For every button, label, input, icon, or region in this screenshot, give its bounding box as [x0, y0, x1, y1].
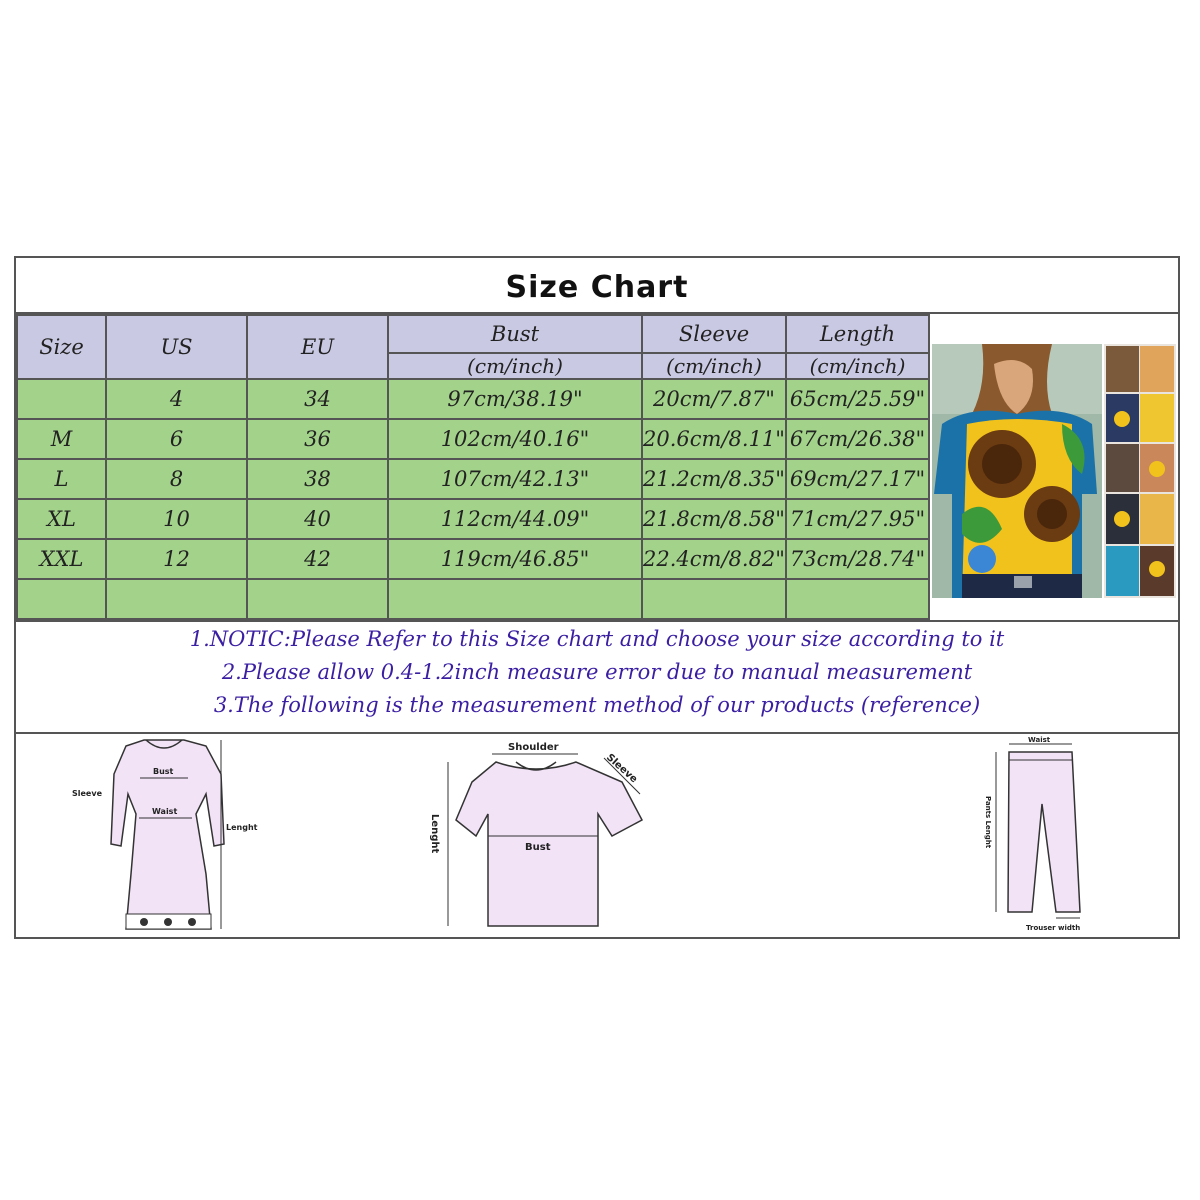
cell-size [17, 379, 106, 419]
header-bust-unit: (cm/inch) [388, 353, 642, 379]
cell-size: XXL [17, 539, 106, 579]
tshirt-shoulder-label: Shoulder [508, 742, 559, 753]
cell-length: 67cm/26.38" [786, 419, 929, 459]
cell-length: 69cm/27.17" [786, 459, 929, 499]
cell-bust: 102cm/40.16" [388, 419, 642, 459]
cell-sleeve: 21.8cm/8.58" [642, 499, 786, 539]
notes-section [16, 620, 1178, 734]
tshirt-sleeve-label: Sleeve [603, 752, 640, 786]
dress-length-label: Lenght [226, 823, 258, 832]
note-2: 2.Please allow 0.4-1.2inch measure error due to manual measurement [221, 660, 973, 684]
cell-eu: 38 [247, 459, 388, 499]
cell-length: 65cm/25.59" [786, 379, 929, 419]
dress-sleeve-label: Sleeve [72, 789, 102, 798]
note-1: 1.NOTIC:Please Refer to this Size chart and choose your size according to it [189, 627, 1005, 651]
cell-bust [388, 579, 642, 619]
cell-size [17, 579, 106, 619]
size-table [16, 314, 930, 620]
cell-length: 73cm/28.74" [786, 539, 929, 579]
cell-bust: 97cm/38.19" [388, 379, 642, 419]
cell-size: XL [17, 499, 106, 539]
header-sleeve-unit: (cm/inch) [642, 353, 786, 379]
cell-sleeve: 20.6cm/8.11" [642, 419, 786, 459]
cell-us: 12 [106, 539, 247, 579]
measurement-diagrams [16, 734, 1178, 937]
cell-length: 71cm/27.95" [786, 499, 929, 539]
main-photo [932, 344, 1102, 598]
table-row [17, 419, 929, 459]
header-eu: EU [247, 315, 388, 379]
cell-eu: 36 [247, 419, 388, 459]
table-row [17, 579, 929, 619]
cell-us [106, 579, 247, 619]
cell-sleeve: 22.4cm/8.82" [642, 539, 786, 579]
header-bust: Bust [388, 315, 642, 353]
table-row [17, 459, 929, 499]
tshirt-diagram [429, 742, 642, 926]
pants-diagram [984, 736, 1080, 932]
tshirt-length-label: Lenght [429, 814, 440, 854]
cell-eu [247, 579, 388, 619]
cell-bust: 107cm/42.13" [388, 459, 642, 499]
header-length-unit: (cm/inch) [786, 353, 929, 379]
header-us: US [106, 315, 247, 379]
pants-waist-label: Waist [1028, 736, 1051, 744]
cell-size: M [17, 419, 106, 459]
cell-us: 10 [106, 499, 247, 539]
header-sleeve: Sleeve [642, 315, 786, 353]
dress-waist-label: Waist [152, 807, 178, 816]
table-row [17, 539, 929, 579]
cell-sleeve: 20cm/7.87" [642, 379, 786, 419]
note-3: 3.The following is the measurement method of our products (reference) [213, 693, 981, 717]
cell-sleeve [642, 579, 786, 619]
cell-sleeve: 21.2cm/8.35" [642, 459, 786, 499]
tshirt-bust-label: Bust [525, 842, 551, 853]
header-length: Length [786, 315, 929, 353]
thumbnail-strip [1104, 344, 1176, 598]
cell-size: L [17, 459, 106, 499]
cell-us: 4 [106, 379, 247, 419]
cell-us: 6 [106, 419, 247, 459]
header-size: Size [17, 315, 106, 379]
pants-length-label: Pants Lenght [984, 796, 992, 849]
cell-bust: 112cm/44.09" [388, 499, 642, 539]
cell-eu: 34 [247, 379, 388, 419]
cell-eu: 40 [247, 499, 388, 539]
cell-bust: 119cm/46.85" [388, 539, 642, 579]
dress-diagram [72, 740, 258, 929]
dress-bust-label: Bust [153, 767, 174, 776]
table-row [17, 499, 929, 539]
table-row [17, 379, 929, 419]
cell-us: 8 [106, 459, 247, 499]
chart-title: Size Chart [16, 258, 1178, 314]
product-photo [932, 344, 1178, 600]
cell-eu: 42 [247, 539, 388, 579]
cell-length [786, 579, 929, 619]
size-chart-frame [14, 256, 1180, 939]
pants-width-label: Trouser width [1026, 924, 1081, 932]
